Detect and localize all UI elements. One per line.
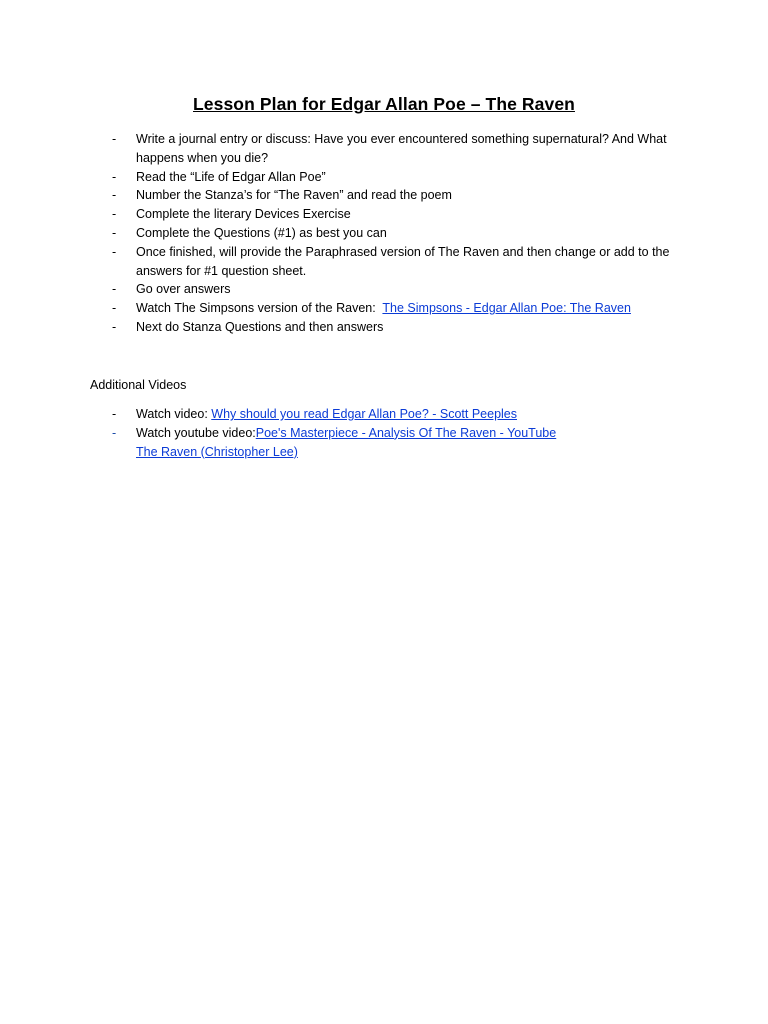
list-item: [0, 299, 768, 318]
bullet-dash: -: [112, 425, 117, 440]
raven-analysis-youtube-link[interactable]: Poe's Masterpiece - Analysis Of The Raven - YouTube: [255, 425, 557, 440]
list-item: [0, 243, 768, 281]
list-item-text: Watch youtube video:: [136, 425, 256, 440]
list-item-text: Read the “Life of Edgar Allan Poe”: [136, 169, 326, 184]
list-item-text: Go over answers: [136, 282, 231, 297]
list-item: [0, 186, 768, 205]
list-item-text: Watch The Simpsons version of the Raven:: [136, 301, 383, 316]
bullet-dash: -: [112, 301, 117, 316]
bullet-dash: -: [112, 132, 117, 146]
scott-peeples-video-link[interactable]: Why should you read Edgar Allan Poe? - Scott Peeples: [211, 407, 518, 421]
list-item: [0, 280, 768, 299]
simpsons-raven-link[interactable]: The Simpsons - Edgar Allan Poe: The Raven: [382, 301, 631, 316]
additional-videos-list: [0, 405, 768, 461]
bullet-dash: -: [112, 282, 117, 297]
list-item-text: Write a journal entry or discuss: Have you ever encountered something supernatural? And What happens when you die?: [136, 132, 667, 165]
list-item: [0, 224, 768, 243]
list-item-text: Once finished, will provide the Paraphrased version of The Raven and then change or add to the answers for #1 question sheet.: [136, 244, 670, 278]
list-item-text: Number the Stanza’s for “The Raven” and read the poem: [136, 188, 452, 203]
list-item-text: Complete the literary Devices Exercise: [136, 207, 351, 222]
list-item: [0, 205, 768, 224]
list-item-text: Watch video:: [136, 407, 212, 421]
lesson-plan-list: [0, 130, 768, 337]
list-item: [0, 405, 768, 424]
document-title: Lesson Plan for Edgar Allan Poe – The Raven: [193, 94, 575, 114]
list-item: [0, 318, 768, 337]
bullet-dash: -: [112, 207, 117, 222]
list-item: [0, 424, 768, 462]
additional-videos-heading: Additional Videos: [90, 378, 187, 392]
christopher-lee-raven-link[interactable]: The Raven (Christopher Lee): [136, 444, 298, 459]
bullet-dash: -: [112, 407, 117, 421]
bullet-dash: -: [112, 319, 117, 334]
list-item-text: Complete the Questions (#1) as best you can: [136, 225, 387, 240]
list-item: [0, 130, 768, 168]
bullet-dash: -: [112, 225, 117, 240]
bullet-dash: -: [112, 188, 117, 203]
list-item-text: Next do Stanza Questions and then answers: [136, 319, 384, 334]
bullet-dash: -: [112, 244, 117, 259]
bullet-dash: -: [112, 169, 117, 184]
list-item: [0, 168, 768, 187]
